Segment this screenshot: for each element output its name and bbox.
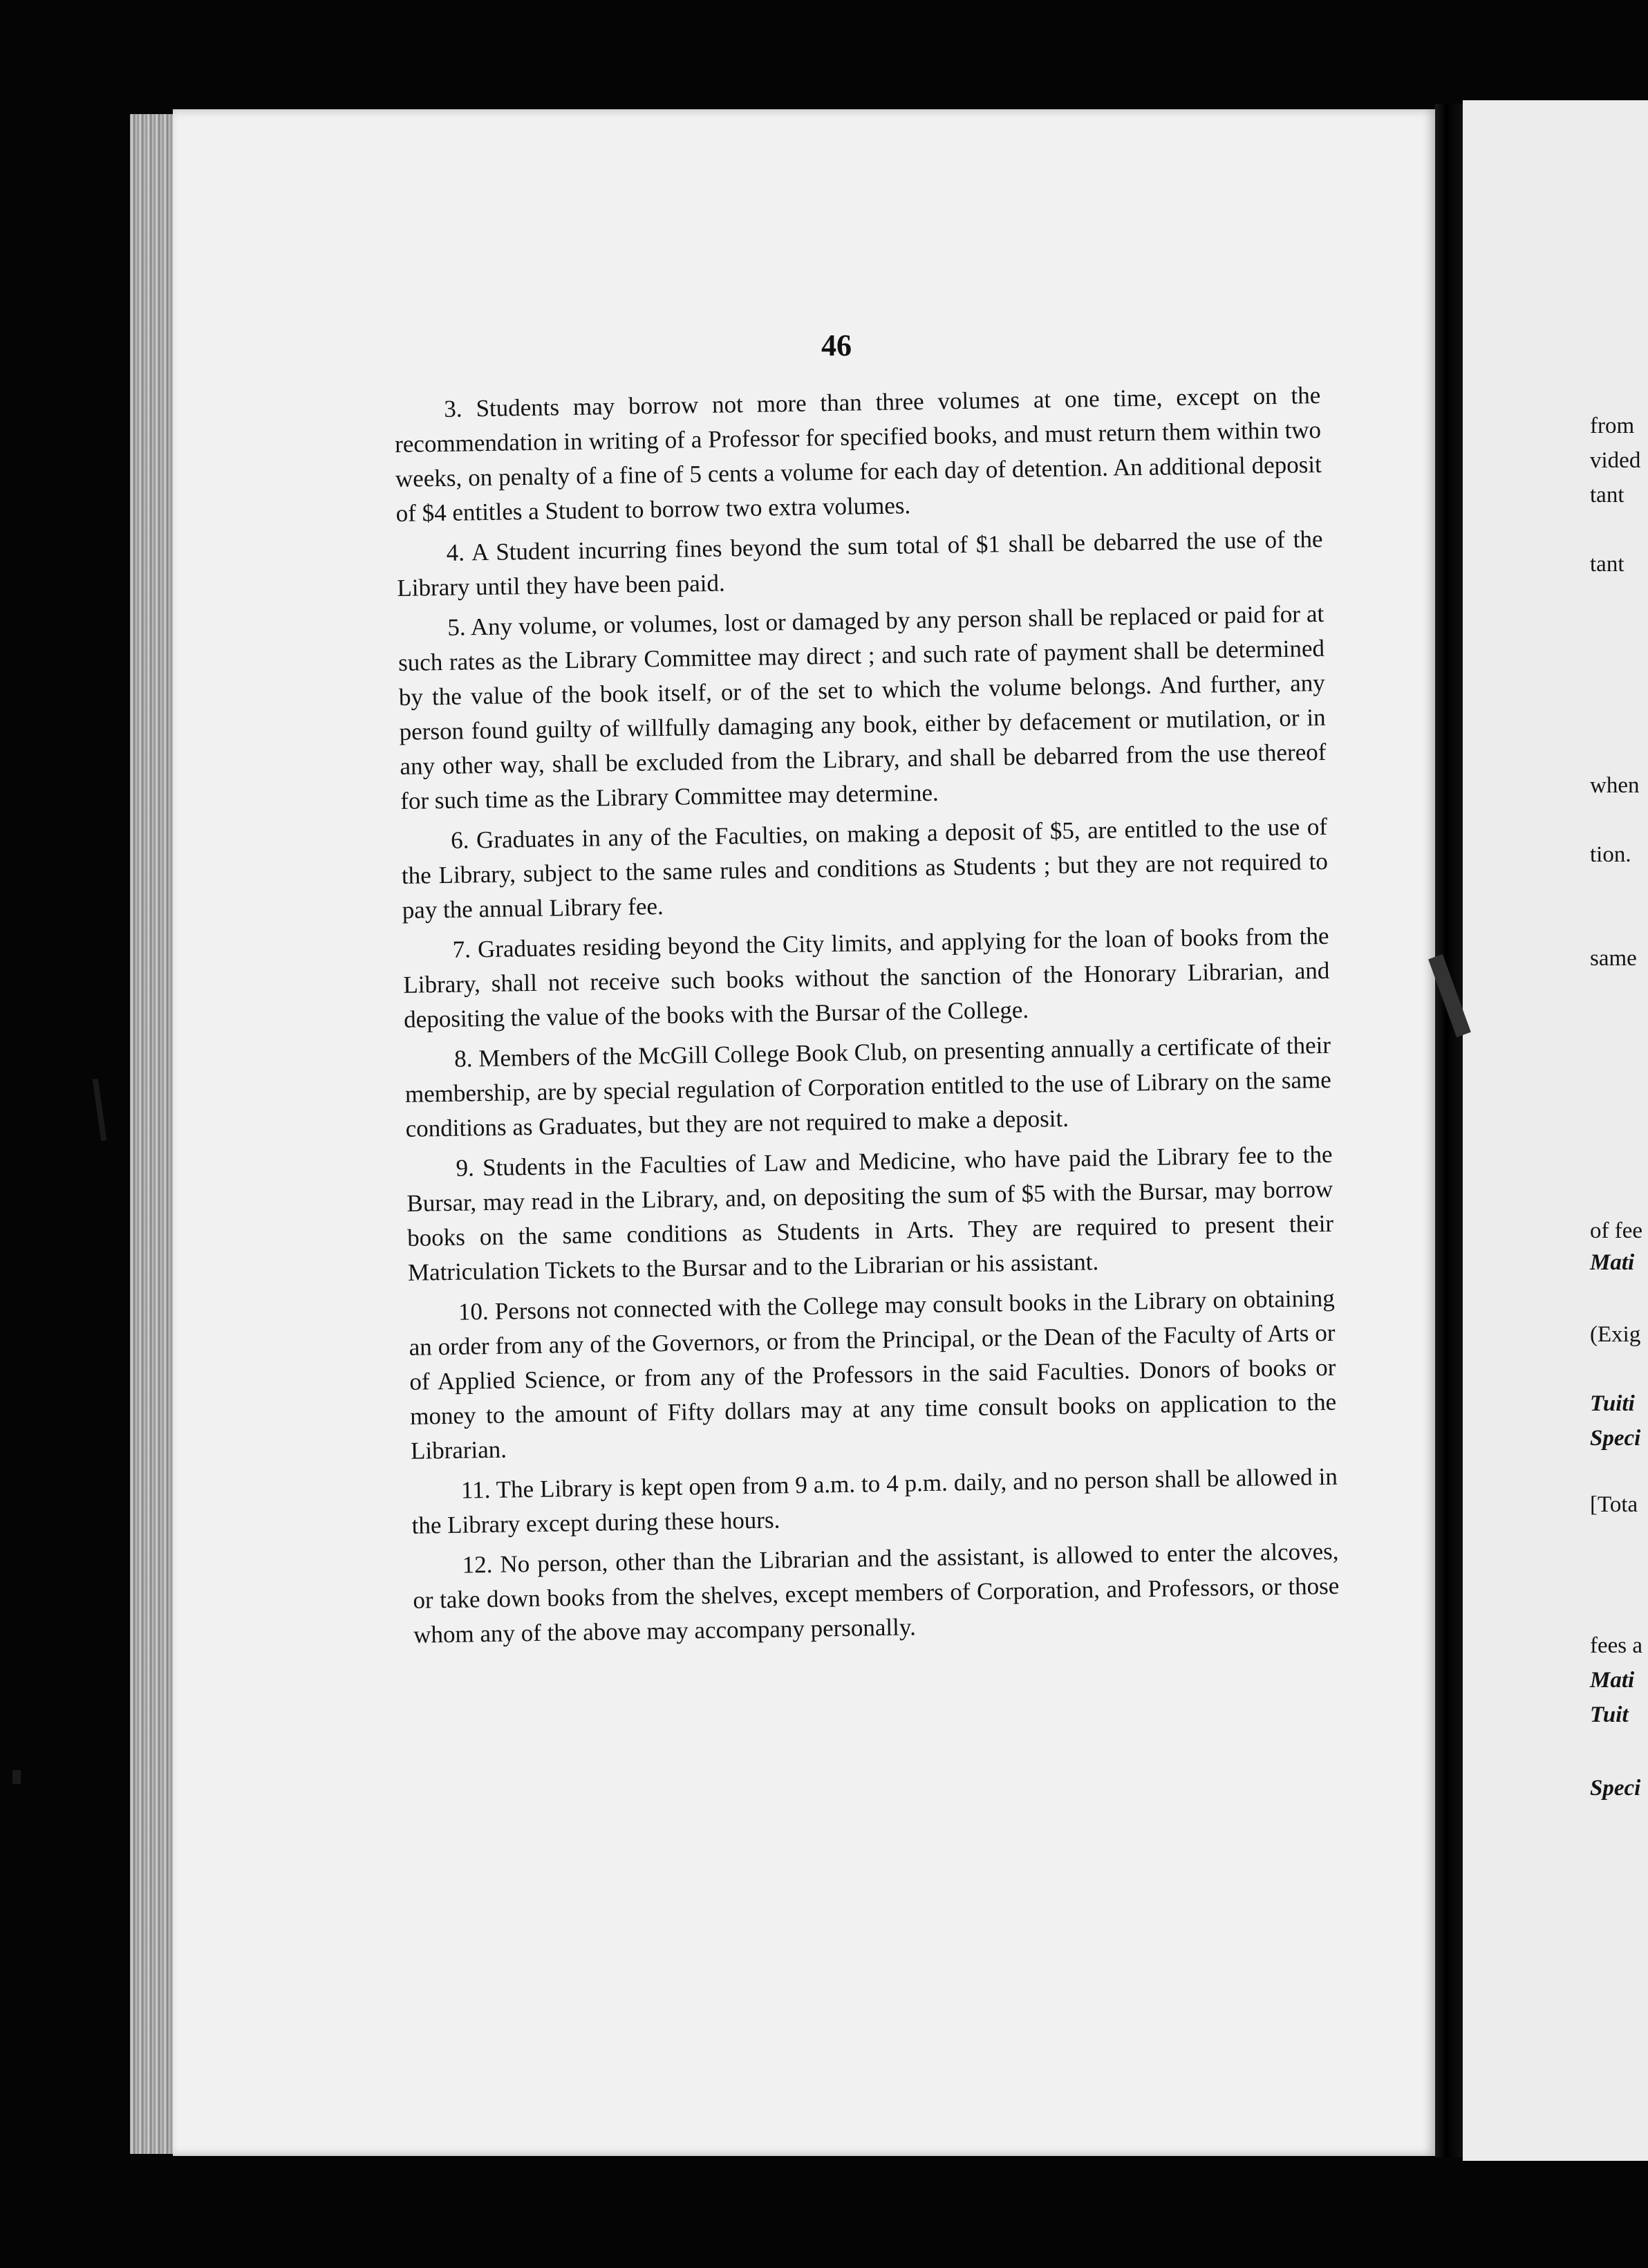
page-number: 46 (821, 328, 852, 362)
right-page-fragment: from (1590, 413, 1635, 438)
right-page-fragment: when (1590, 773, 1640, 798)
right-page-fragment: tion. (1590, 842, 1631, 867)
right-page-fragment: [Tota (1590, 1492, 1638, 1517)
scan-speck (93, 1079, 106, 1141)
rule-paragraph: 3. Students may borrow not more than three volumes at one time, except on the recommendation in writing of a Professor for specified books, and must return them within two weeks, on penalty of a fine of 5 cents a volume for each day of detention. An additional deposit of $4 entitles a Student to borrow two extra volumes. (394, 381, 1322, 527)
right-page-fragment: Mati (1590, 1250, 1635, 1275)
right-page-fragment: of fee (1590, 1218, 1643, 1243)
right-page-fragment: fees a (1590, 1633, 1643, 1658)
right-page-fragment: Speci (1590, 1426, 1641, 1451)
right-page-fragment: Tuit (1590, 1702, 1629, 1727)
right-page-fragment: (Exig (1590, 1322, 1641, 1347)
scan-speck (12, 1770, 21, 1784)
right-page (1463, 100, 1648, 2161)
rule-paragraph: 8. Members of the McGill College Book Club, on presenting annually a certificate of their membership, are by special regulation of Corporation entitled to the use of Library on the same conditions as Graduates, but they are not required to make a deposit. (404, 1031, 1332, 1142)
rule-paragraph: 11. The Library is kept open from 9 a.m. to 4 p.m. daily, and no person shall be allowed in the Library except during these hours. (411, 1462, 1338, 1539)
right-page-fragment: tant (1590, 483, 1624, 508)
rule-paragraph: 5. Any volume, or volumes, lost or damaged by any person shall be replaced or paid for at such rates as the Library Committee may direct ; and such rate of payment shall be determined by the value of the book itself, or of the set to which the volume belongs. And further, any person found guilty of willfully damaging any book, either by defacement or mutilation, or in any other way, shall be excluded from the Library, and shall be debarred from the use thereof for such time as the Library Committee may determine. (397, 599, 1327, 815)
right-page-fragment: vided (1590, 448, 1641, 473)
body-text (394, 378, 1340, 1658)
rule-paragraph: 9. Students in the Faculties of Law and Medicine, who have paid the Library fee to the Bursar, may read in the Library, and, on depositing the sum of $5 with the Bursar, may borrow books on the same conditions as Students in Arts. They are required to present their Matriculation Tickets to the Bursar and to the Librarian or his assistant. (406, 1140, 1334, 1286)
rule-paragraph: 12. No person, other than the Librarian and the assistant, is allowed to enter the alcoves, or take down books from the shelves, except members of Corporation, and Professors, or those whom any of the above may accompany personally. (413, 1537, 1340, 1648)
rule-paragraph: 10. Persons not connected with the College may consult books in the Library on obtaining an order from any of the Governors, or from the Principal, or the Dean of the Faculty of Arts or of Applied Science, or from any of the Professors in the said Faculties. Donors of books or money to the amount of Fifty dollars may at any time consult books on application to the Librarian. (409, 1284, 1337, 1465)
rule-paragraph: 4. A Student incurring fines beyond the sum total of $1 shall be debarred the use of the Library until they have been paid. (397, 525, 1323, 602)
right-page-fragment: Tuiti (1590, 1391, 1635, 1416)
right-page-fragment: tant (1590, 552, 1624, 577)
right-page-fragment: same (1590, 946, 1637, 971)
rule-paragraph: 7. Graduates residing beyond the City limits, and applying for the loan of books from the Library, shall not receive such books without the sanction of the Honorary Librarian, and depositing the value of the books with the Bursar of the College. (403, 922, 1330, 1033)
rule-paragraph: 6. Graduates in any of the Faculties, on making a deposit of $5, are entitled to the use of the Library, subject to the same rules and conditions as Students ; but they are not required to pay the annual Library fee. (401, 812, 1329, 924)
book-gutter (1435, 104, 1463, 2157)
right-page-fragment: Speci (1590, 1776, 1641, 1801)
right-page-fragment: Mati (1590, 1668, 1635, 1693)
